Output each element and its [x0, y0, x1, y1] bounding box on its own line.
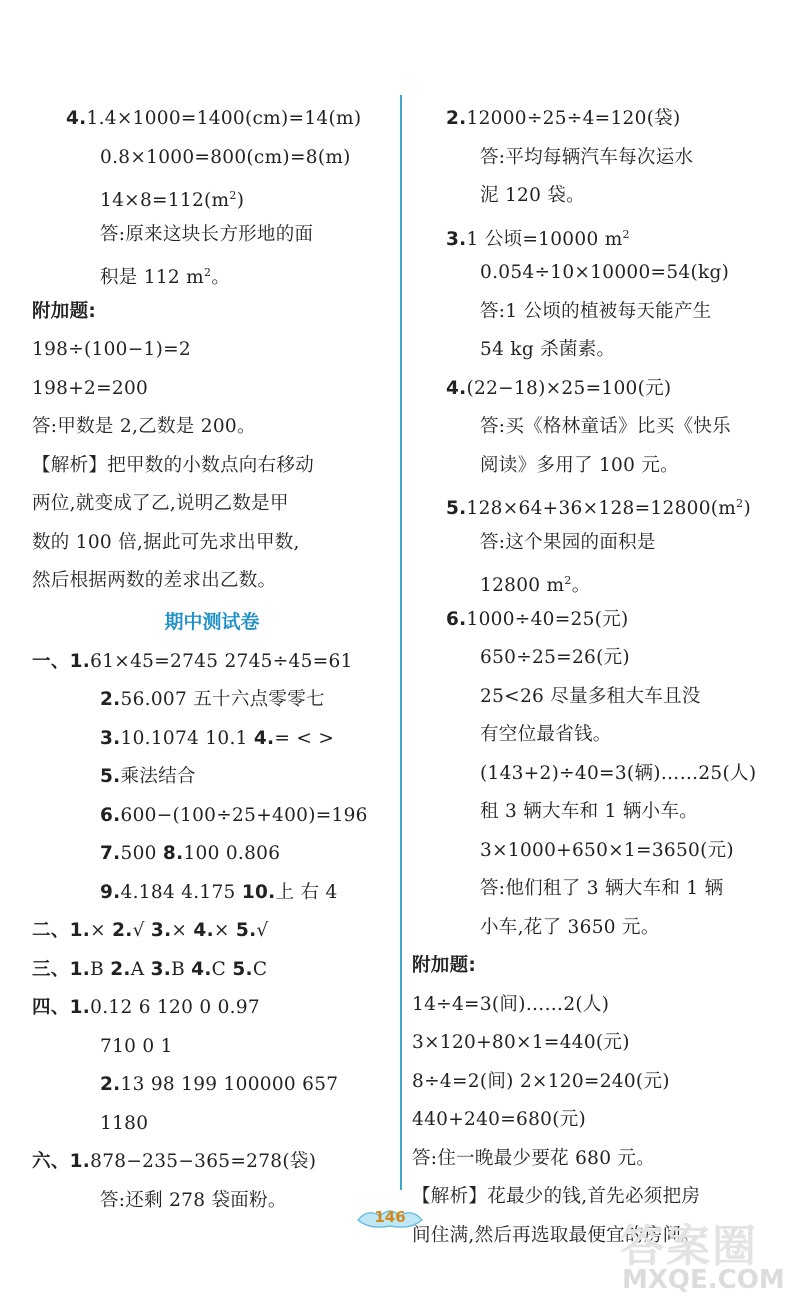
p6-item1: 六、1.878−235−365=278(袋) [32, 1151, 317, 1172]
right-extra-answer: 答:住一晚最少要花 680 元。 [412, 1147, 656, 1169]
right-column [412, 100, 782, 1255]
p1-item6: 6.600−(100÷25+400)=196 [100, 804, 368, 826]
q6-answer2: 小车,花了 3650 元。 [480, 916, 660, 938]
q4-line2: 0.8×1000=800(cm)=8(m) [100, 146, 351, 168]
left-column [32, 100, 392, 1220]
watermark-url: MXQE.COM [622, 1265, 785, 1295]
q6-line4: 有空位最省钱。 [480, 724, 612, 745]
column-divider [400, 95, 402, 1190]
q6-line6: 租 3 辆大车和 1 辆小车。 [480, 801, 699, 822]
q2-line1: 2.12000÷25÷4=120(袋) [446, 108, 681, 129]
q5-answer1: 答:这个果园的面积是 [480, 531, 656, 553]
q6-line2: 650÷25=26(元) [480, 647, 630, 668]
watermark-logo: 答案圈 [620, 1221, 758, 1272]
p3-line: 三、1.B 2.A 3.B 4.C 5.C [32, 958, 268, 980]
q6-line5: (143+2)÷40=3(辆)……25(人) [480, 762, 757, 784]
right-extra-analysis1: 【解析】花最少的钱,首先必须把房 [412, 1186, 701, 1207]
extra-analysis1: 【解析】把甲数的小数点向右移动 [32, 454, 315, 476]
right-extra-line3: 8÷4=2(间) 2×120=240(元) [412, 1070, 670, 1092]
page-number-badge [350, 1204, 430, 1234]
watermark [600, 1205, 800, 1304]
p1-item2: 2.56.007 五十六点零零七 [100, 689, 325, 710]
q4-line1: 4.1.4×1000=1400(cm)=14(m) [66, 108, 362, 129]
p1-item9-10: 9.4.184 4.175 10.上 右 4 [100, 881, 338, 903]
q5-line1: $5.128\times 64+36\times 128=12800(m^2)$ [446, 497, 751, 519]
extra-question-title: 附加题: [32, 300, 97, 322]
p6-answer: 答:还剩 278 袋面粉。 [100, 1189, 287, 1211]
p4-item2: 2.13 98 199 100000 657 [100, 1074, 339, 1095]
page-number: 146 [374, 1208, 406, 1226]
q6-line1: 6.1000÷40=25(元) [446, 608, 629, 630]
q6-line3: 25<26 尽量多租大车且没 [480, 685, 701, 707]
q3-answer1: 答:1 公顷的植被每天能产生 [480, 300, 712, 322]
right-extra-analysis2: 间住满,然后再选取最便宜的房间。 [412, 1224, 701, 1246]
p1-item3-4: 3.10.1074 10.1 4.= < > [100, 727, 335, 749]
q6-line7: 3×1000+650×1=3650(元) [480, 839, 734, 861]
p1-item5: 5.乘法结合 [100, 766, 196, 787]
extra-line2: 198+2=200 [32, 377, 149, 399]
p1-item1: 一、1.61×45=2745 2745÷45=61 [32, 650, 353, 672]
p4-item2-cont: 1180 [100, 1112, 149, 1134]
right-extra-line2: 3×120+80×1=440(元) [412, 1032, 630, 1053]
q4-line3: $14\times 8=112(m^2)$ [100, 189, 245, 211]
p4-item1: 四、1.0.12 6 120 0 0.97 [32, 997, 260, 1018]
q3-line1: 3.1 公顷=10000 $m^2$ [446, 227, 630, 250]
q3-answer2: 54 kg 杀菌素。 [480, 339, 616, 360]
right-extra-line1: 14÷4=3(间)……2(人) [412, 993, 610, 1015]
right-extra-line4: 440+240=680(元) [412, 1109, 587, 1130]
q3-line2: 0.054÷10×10000=54(kg) [480, 262, 730, 283]
q5-answer2: 12800 $m^2$。 [480, 574, 591, 596]
extra-analysis3: 数的 100 倍,据此可先求出甲数, [32, 531, 300, 553]
section-title: 期中测试卷 [164, 610, 260, 633]
extra-analysis4: 然后根据两数的差求出乙数。 [32, 570, 277, 591]
q6-answer1: 答:他们租了 3 辆大车和 1 辆 [480, 878, 724, 899]
q2-answer1: 答:平均每辆汽车每次运水 [480, 146, 694, 168]
p1-item7-8: 7.500 8.100 0.806 [100, 843, 281, 864]
right-extra-title: 附加题: [412, 955, 477, 976]
extra-analysis2: 两位,就变成了乙,说明乙数是甲 [32, 493, 289, 514]
extra-answer: 答:甲数是 2,乙数是 200。 [32, 416, 256, 437]
q2-answer2: 泥 120 袋。 [480, 185, 585, 206]
p2-line: 二、1.× 2.√ 3.× 4.× 5.√ [32, 920, 269, 941]
q4-right-answer1: 答:买《格林童话》比买《快乐 [480, 416, 731, 437]
q4-right-line1: 4.(22−18)×25=100(元) [446, 377, 672, 399]
q4-answer2: 积是 112 $m^2$。 [100, 266, 231, 288]
q4-right-answer2: 阅读》多用了 100 元。 [480, 454, 679, 476]
p4-item1-cont: 710 0 1 [100, 1035, 173, 1057]
q4-answer1: 答:原来这块长方形地的面 [100, 223, 314, 245]
extra-line1: 198÷(100−1)=2 [32, 339, 191, 360]
